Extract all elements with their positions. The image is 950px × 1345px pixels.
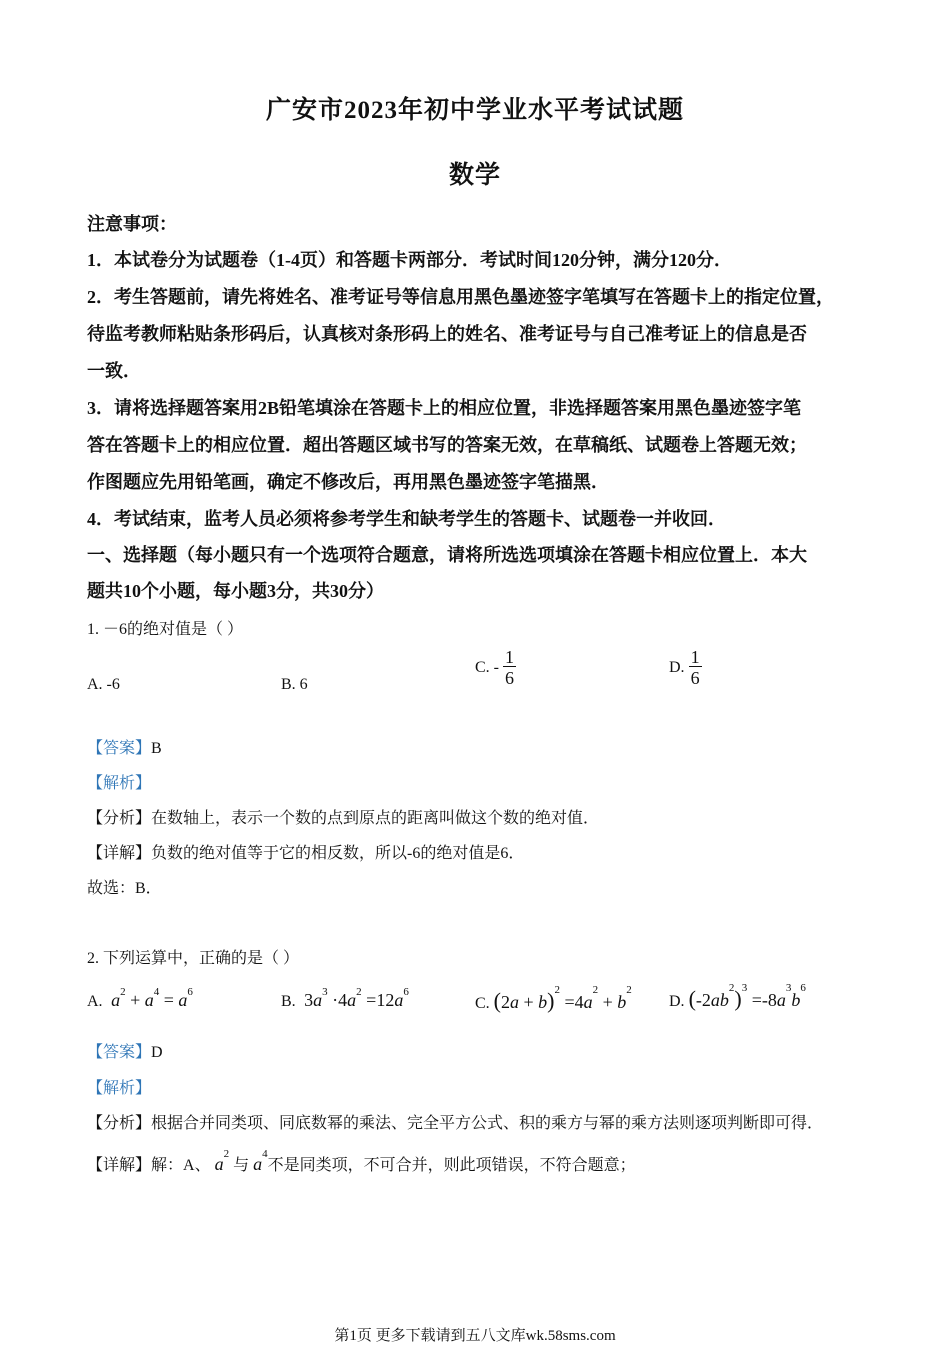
page-footer: 第1页 更多下载请到五八文库wk.58sms.com [334, 1328, 616, 1344]
math-expression: $a^2 + a^4 = a^6$ [106, 986, 193, 1010]
notice-line: 一致． [87, 361, 141, 381]
option-b [281, 986, 409, 1011]
fraction-numerator: 1 [505, 647, 514, 667]
xiangjie-text: 解：A、 [151, 1157, 211, 1174]
fraction-numerator: 1 [690, 647, 700, 667]
option-label: A. [87, 993, 103, 1010]
option-label: C. [475, 995, 490, 1012]
notice-line: 作图题应先用铅笔画，确定不修改后，再用黑色墨迹签字笔描黑． [87, 472, 609, 492]
option-d [669, 982, 806, 1012]
answer-line [87, 735, 162, 758]
option-a [87, 986, 193, 1011]
conclusion: 故选：B． [87, 880, 162, 897]
fenxi-tag: 【分析】 [87, 810, 152, 827]
fenxi-line [87, 1110, 823, 1133]
notice-line: 3．请将选择题答案用2B铅笔填涂在答题卡上的相应位置，非选择题答案用黑色墨迹签字笔 [87, 398, 802, 418]
fenxi-text: 在数轴上，表示一个数的点到原点的距离叫做这个数的绝对值． [151, 810, 600, 827]
math-expression: $a^4$ [253, 1148, 268, 1174]
fraction [503, 648, 516, 687]
notice-line: 1．本试卷分为试题卷（1-4页）和答题卡两部分．考试时间120分钟，满分120分． [87, 250, 732, 270]
option-label: B. [281, 993, 296, 1010]
answer-tag: 【答案】 [87, 740, 152, 757]
xiangjie-text: 不是同类项，不可合并，则此项错误，不符合题意； [267, 1157, 636, 1174]
answer-value: D [151, 1044, 163, 1061]
option-c [475, 648, 516, 687]
option-b: B. 6 [281, 676, 308, 693]
notice-line: 4．考试结束，监考人员必须将参考学生和缺考学生的答题卡、试题卷一并收回． [87, 509, 726, 529]
section-heading: 题共10个小题，每小题3分，共30分） [87, 581, 384, 601]
fenxi-tag: 【分析】 [87, 1115, 152, 1132]
analysis-tag: 【解析】 [87, 775, 152, 792]
document-title: 广安市2023年初中学业水平考试试题 [265, 97, 684, 124]
notice-line: 2．考生答题前，请先将姓名、准考证号等信息用黑色墨迹签字笔填写在答题卡上的指定位置， [87, 287, 834, 307]
math-expression: $a^2$ [214, 1148, 230, 1174]
answer-tag: 【答案】 [87, 1044, 152, 1061]
fenxi-text: 根据合并同类项、同底数幂的乘法、完全平方公式、积的乘方与幂的乘方法则逐项判断即可得． [151, 1115, 824, 1132]
option-a: A. -6 [87, 676, 120, 693]
answer-line [87, 1039, 163, 1062]
notice-line: 待监考教师粘贴条形码后，认真核对条形码上的姓名、准考证号与自己准考证上的信息是否 [87, 324, 807, 344]
math-expression: $(-2ab^2)^3 =-8a^3b^6$ [688, 982, 806, 1011]
notice-heading: 注意事项： [87, 214, 177, 234]
section-heading: 一、选择题（每小题只有一个选项符合题意，请将所选选项填涂在答题卡相应位置上．本大 [87, 545, 807, 565]
analysis-tag: 【解析】 [87, 1080, 152, 1097]
math-expression: $3a^3 \cdot 4a^2 =12a^6$ [304, 986, 409, 1010]
xiangjie-line [87, 840, 524, 863]
fenxi-line [87, 805, 599, 828]
option-label: C. - [475, 658, 499, 676]
math-expression: $(2a + b)^2 =4a^2 + b^2$ [493, 984, 632, 1013]
subject-title: 数学 [448, 162, 501, 189]
option-c [475, 984, 632, 1014]
question-stem: 1. －6的绝对值是（ ） [87, 621, 244, 638]
xiangjie-line [87, 1148, 636, 1175]
fraction-denominator: 6 [505, 668, 514, 688]
xiangjie-tag: 【详解】 [87, 1157, 152, 1174]
option-d [669, 648, 702, 687]
xiangjie-text: 负数的绝对值等于它的相反数，所以-6的绝对值是6． [151, 845, 525, 862]
xiangjie-text: 与 [233, 1157, 250, 1174]
notice-line: 答在答题卡上的相应位置．超出答题区域书写的答案无效，在草稿纸、试题卷上答题无效； [87, 435, 807, 455]
answer-value: B [151, 740, 162, 757]
option-label: D. [669, 658, 685, 676]
fraction [689, 648, 702, 687]
fraction-denominator: 6 [690, 668, 700, 688]
xiangjie-tag: 【详解】 [87, 845, 152, 862]
question-stem: 2. 下列运算中，正确的是（ ） [87, 950, 300, 967]
option-label: D. [669, 993, 685, 1010]
